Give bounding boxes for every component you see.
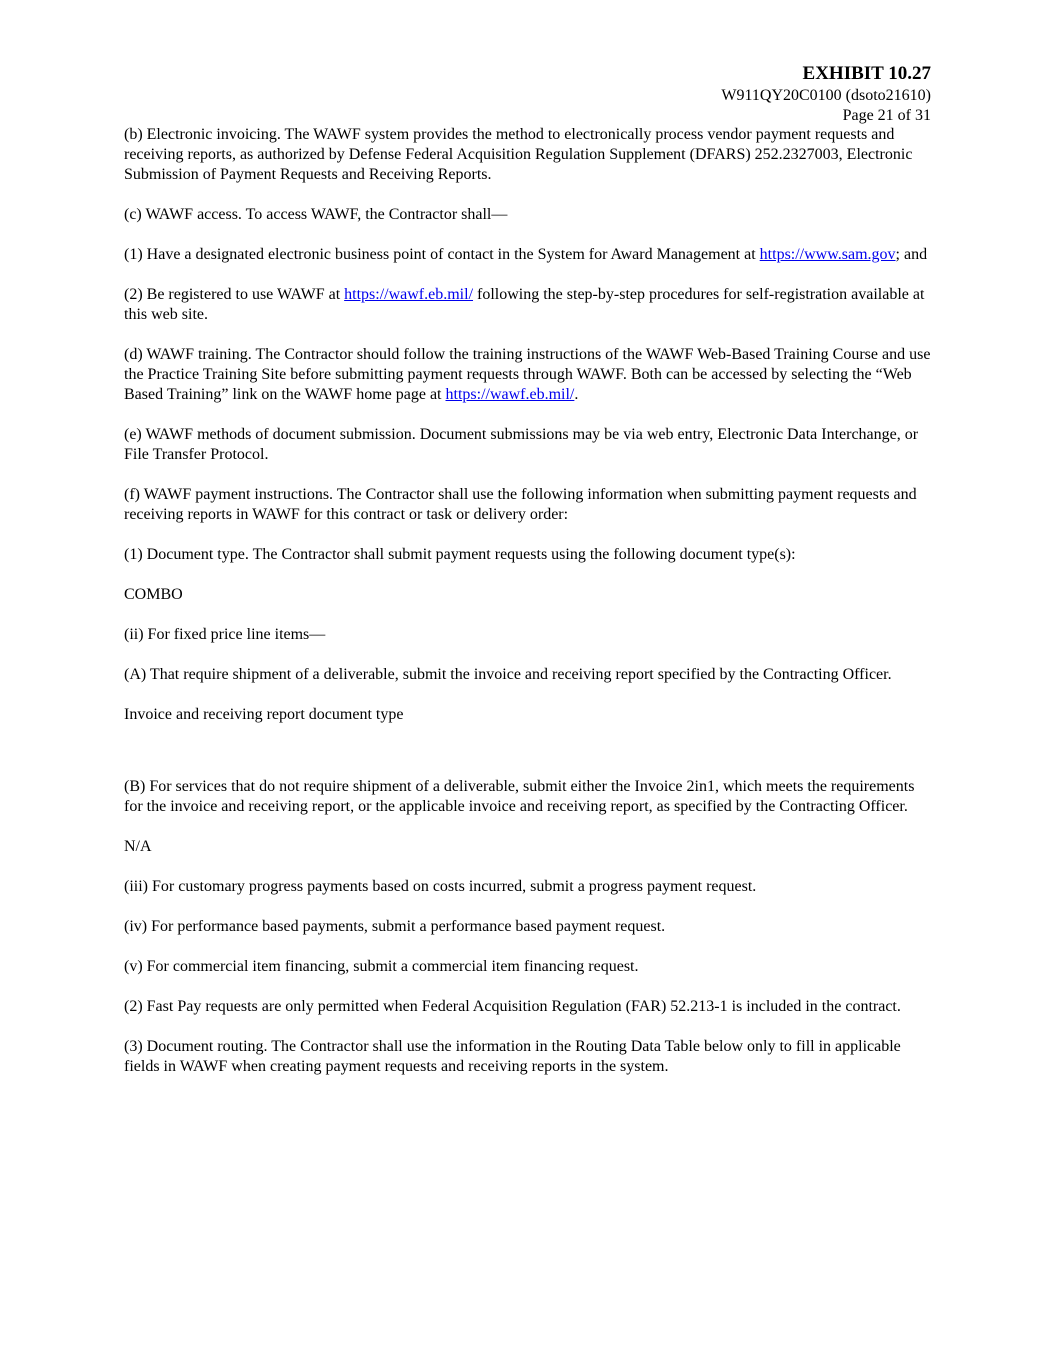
paragraph-f3-document-routing: (3) Document routing. The Contractor shall use the information in the Routing Data Table below only to fill in applicable fields in WAWF when creating payment requests and receiving reports in the system. xyxy=(124,1038,901,1075)
paragraph-e-submission-methods: (e) WAWF methods of document submission. Document submissions may be via web entry, Electronic Data Interchange, or File Transfer Protocol. xyxy=(124,426,919,463)
paragraph-iv-performance-payments: (iv) For performance based payments, submit a performance based payment request. xyxy=(124,918,666,935)
paragraph-iii-progress-payments: (iii) For customary progress payments based on costs incurred, submit a progress payment request. xyxy=(124,878,757,895)
document-type-value: COMBO xyxy=(124,586,183,603)
document-body xyxy=(124,125,934,1097)
services-value: N/A xyxy=(124,838,152,855)
page-number: Page 21 of 31 xyxy=(842,107,931,124)
shipment-document-type-value: Invoice and receiving report document type xyxy=(124,706,404,723)
sam-gov-link[interactable]: https://www.sam.gov xyxy=(759,246,896,263)
paragraph-c2-wawf-registration xyxy=(124,285,934,325)
wawf-link[interactable]: https://wawf.eb.mil/ xyxy=(344,286,474,303)
contract-id: W911QY20C0100 (dsoto21610) xyxy=(721,87,931,104)
paragraph-c-wawf-access: (c) WAWF access. To access WAWF, the Contractor shall— xyxy=(124,206,508,223)
paragraph-A-shipment: (A) That require shipment of a deliverable, submit the invoice and receiving report specified by the Contracting Officer. xyxy=(124,666,892,683)
page-header xyxy=(721,62,931,126)
paragraph-v-commercial-financing: (v) For commercial item financing, submit a commercial item financing request. xyxy=(124,958,639,975)
wawf-training-link[interactable]: https://wawf.eb.mil/ xyxy=(445,386,575,403)
paragraph-c1-sam-contact xyxy=(124,245,934,265)
paragraph-d-wawf-training xyxy=(124,345,934,405)
exhibit-title: EXHIBIT 10.27 xyxy=(802,63,931,84)
paragraph-f-payment-instructions: (f) WAWF payment instructions. The Contractor shall use the following information when submitting payment requests and receiving reports in WAWF for this contract or task or delivery order: xyxy=(124,486,917,523)
c2-text: (2) Be registered to use WAWF at xyxy=(124,286,345,303)
c2-text-end: following the step-by-step procedures for self-registration available at this web site. xyxy=(124,286,925,323)
c1-text: (1) Have a designated electronic business point of contact in the System for Award Management at xyxy=(124,246,760,263)
paragraph-B-services: (B) For services that do not require shipment of a deliverable, submit either the Invoice 2in1, which meets the requirements for the invoice and receiving report, or the applicable invoice and receiving report, as specified by the Contracting Officer. xyxy=(124,778,915,815)
paragraph-f1-document-type: (1) Document type. The Contractor shall submit payment requests using the following document type(s): xyxy=(124,546,796,563)
d-text: (d) WAWF training. The Contractor should follow the training instructions of the WAWF Web-Based Training Course and use the Practice Training Site before submitting payment requests through WAWF. Both can be accessed by selecting the “Web Based Training” link on the WAWF home page at xyxy=(124,346,931,403)
paragraph-f2-fast-pay: (2) Fast Pay requests are only permitted when Federal Acquisition Regulation (FAR) 52.213-1 is included in the contract. xyxy=(124,998,901,1015)
paragraph-b-electronic-invoicing: (b) Electronic invoicing. The WAWF system provides the method to electronically process vendor payment requests and receiving reports, as authorized by Defense Federal Acquisition Regulation Supplement (DFARS) 252.2327003, Electronic Submission of Payment Requests and Receiving Reports. xyxy=(124,126,913,183)
paragraph-ii-fixed-price: (ii) For fixed price line items— xyxy=(124,626,326,643)
d-text-end: . xyxy=(574,386,579,403)
c1-text-end: ; and xyxy=(895,246,928,263)
